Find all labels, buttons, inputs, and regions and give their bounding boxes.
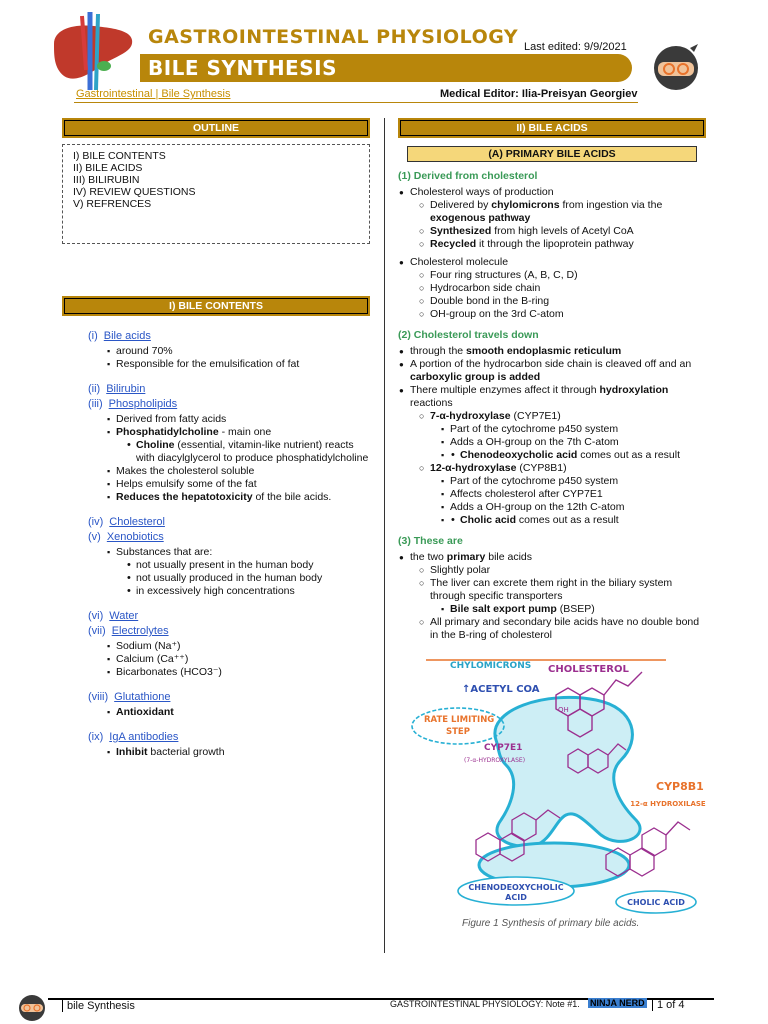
list-item: ○ Delivered by chylomicrons from ingestion via the exogenous pathway [418, 199, 706, 225]
label-chenodeoxycholic: CHENODEOXYCHOLIC [468, 883, 564, 892]
document-subtitle: BILE SYNTHESIS [148, 56, 337, 80]
list-item: ▪ around 70% [106, 345, 370, 358]
list-item: ▪ Bile salt export pump (BSEP) [440, 603, 706, 616]
header-divider [74, 102, 638, 103]
list-item: ○ All primary and secondary bile acids have no double bond in the B-ring of cholesterol [418, 616, 706, 642]
list-item: ▪ Part of the cytochrome p450 system [440, 423, 706, 436]
list-item: ○ Slightly polar [418, 564, 706, 577]
outline-box [62, 144, 370, 244]
outline-item[interactable]: III) BILIRUBIN [73, 174, 140, 186]
liver-logo-icon [46, 10, 136, 94]
label-cholesterol: CHOLESTEROL [548, 664, 629, 675]
phospholipids-list [106, 413, 370, 504]
list-item: ▪ Sodium (Na⁺) [106, 640, 370, 653]
list-item: ▪ Bicarbonates (HCO3⁻) [106, 666, 370, 679]
footer-note: GASTROINTESTINAL PHYSIOLOGY: Note #1. [390, 999, 580, 1009]
list-item: • ▪ Chenodeoxycholic acid comes out as a result [450, 449, 706, 462]
travels-list [398, 345, 706, 527]
label-rate-limiting: RATE LIMITING [424, 715, 495, 725]
list-item: ▪ Adds a OH-group on the 12th C-atom [440, 501, 706, 514]
glutathione-heading: (viii) Glutathione [88, 691, 171, 703]
list-item: ▪ Calcium (Ca⁺⁺) [106, 653, 370, 666]
primary-bile-acids-heading: (A) PRIMARY BILE ACIDS [407, 146, 697, 162]
list-item: ▪ Substances that are: • not usually present in the human body • not usually produced in the human body • in excessively high concentrations [106, 546, 370, 598]
list-item: ▪ Adds a OH-group on the 7th C-atom [440, 436, 706, 449]
list-item: ▪ Reduces the hepatotoxicity of the bile acids. [106, 491, 370, 504]
outline-item[interactable]: V) REFRENCES [73, 198, 152, 210]
list-item: ● Cholesterol molecule ○ Four ring structures (A, B, C, D) ○ Hydrocarbon side chain ○ Double bond in the B-ring ○ OH-group on the 3rd C-atom [398, 256, 706, 321]
list-item: ▪ Makes the cholesterol soluble [106, 465, 370, 478]
label-acetyl-coa: ↑ACETYL COA [462, 684, 540, 695]
list-item: ▪ Phosphatidylcholine - main one • Choline (essential, vitamin-like nutrient) reacts with diacylglycerol to produce phosphatidylcholine [106, 426, 370, 465]
footer-topic: bile Synthesis [62, 1000, 135, 1012]
phospholipids-heading: (iii) Phospholipids [88, 398, 178, 410]
label-cholic-acid: CHOLIC ACID [627, 898, 685, 907]
travels-heading: (2) Cholesterol travels down [398, 329, 539, 341]
outline-item[interactable]: II) BILE ACIDS [73, 162, 143, 174]
derived-list [398, 186, 706, 321]
bilirubin-heading: (ii) Bilirubin [88, 383, 146, 395]
bile-acid-synthesis-figure [406, 650, 706, 930]
these-are-list [398, 551, 706, 642]
list-item: ● A portion of the hydrocarbon side chain is cleaved off and an carboxylic group is added [398, 358, 706, 384]
list-item: ● There multiple enzymes affect it through hydroxylation reactions ○ 7-α-hydroxylase (CYP7E1) ▪ Part of the cytochrome p450 system ▪ Adds a OH-group on the 7th C-atom • ▪ Chenodeoxycholic acid comes out as a result ○ 12-α-hydroxylase (CYP8B1) ▪ Part of the cytochrome p450 system ▪ Affects cholesterol after CYP7E1 ▪ Adds a OH-group on the 12th C-atom • ▪ Cholic acid comes out as a result [398, 384, 706, 527]
list-item: ▪ Responsible for the emulsification of fat [106, 358, 370, 371]
list-item: ▪ Part of the cytochrome p450 system [440, 475, 706, 488]
figure-caption: Figure 1 Synthesis of primary bile acids. [462, 918, 640, 929]
outline-item[interactable]: I) BILE CONTENTS [73, 150, 166, 162]
rate-limiting-bubble [412, 708, 504, 744]
list-item: ○ Recycled it through the lipoprotein pathway [418, 238, 706, 251]
list-item: ○ 12-α-hydroxylase (CYP8B1) ▪ Part of the cytochrome p450 system ▪ Affects cholesterol after CYP7E1 ▪ Adds a OH-group on the 12th C-atom • ▪ Cholic acid comes out as a result [418, 462, 706, 527]
list-item: ○ Four ring structures (A, B, C, D) [418, 269, 706, 282]
last-edited: Last edited: 9/9/2021 [524, 41, 627, 53]
label-cyp7e1: CYP7E1 [484, 743, 523, 753]
cholesterol-heading: (iv) Cholesterol [88, 516, 165, 528]
label-step: STEP [446, 727, 470, 737]
list-item [440, 449, 706, 462]
derived-heading: (1) Derived from cholesterol [398, 170, 538, 182]
xenobiotics-heading: (v) Xenobiotics [88, 531, 164, 543]
outline-heading: OUTLINE [62, 118, 370, 138]
list-item [440, 514, 706, 527]
list-item: ○ Synthesized from high levels of Acetyl CoA [418, 225, 706, 238]
page-number: 1 of 4 [652, 999, 685, 1011]
list-item: ○ Double bond in the B-ring [418, 295, 706, 308]
label-chenodeoxycholic-acid: ACID [505, 893, 527, 902]
list-item: ● through the smooth endoplasmic reticulum [398, 345, 706, 358]
list-item: ● Cholesterol ways of production ○ Delivered by chylomicrons from ingestion via the exogenous pathway ○ Synthesized from high levels of Acetyl CoA ○ Recycled it through the lipoprotein pathway [398, 186, 706, 251]
document-title: GASTROINTESTINAL PHYSIOLOGY [148, 26, 519, 48]
label-cyp8b1-sub: 12-α HYDROXILASE [630, 800, 706, 808]
list-item: ○ The liver can excrete them right in the biliary system through specific transporters ▪ Bile salt export pump (BSEP) [418, 577, 706, 616]
list-item: ○ 7-α-hydroxylase (CYP7E1) ▪ Part of the cytochrome p450 system ▪ Adds a OH-group on the 7th C-atom • ▪ Chenodeoxycholic acid comes out as a result [418, 410, 706, 462]
footer-brand-logo: NINJA NERD [590, 998, 645, 1008]
list-item: • Choline (essential, vitamin-like nutrient) reacts with diacylglycerol to produce phosphatidylcholine [126, 439, 370, 465]
list-item: ▪ Helps emulsify some of the fat [106, 478, 370, 491]
these-are-heading: (3) These are [398, 535, 463, 547]
electrolytes-heading: (vii) Electrolytes [88, 625, 169, 637]
label-cyp8b1: CYP8B1 [656, 780, 704, 793]
list-item: ○ OH-group on the 3rd C-atom [418, 308, 706, 321]
water-heading: (vi) Water [88, 610, 139, 622]
list-item: ▪ Affects cholesterol after CYP7E1 [440, 488, 706, 501]
list-item: ▪ Derived from fatty acids [106, 413, 370, 426]
list-item: • ▪ Cholic acid comes out as a result [450, 514, 706, 527]
page-header [0, 0, 768, 110]
glutathione-list [106, 706, 370, 719]
iga-heading: (ix) IgA antibodies [88, 731, 179, 743]
label-cyp7e1-sub: (7-α-HYDROXYLASE) [464, 757, 526, 764]
list-item: ▪ Inhibit bacterial growth [106, 746, 370, 759]
label-chylomicrons: CHYLOMICRONS [450, 661, 532, 671]
bile-contents-heading: I) BILE CONTENTS [62, 296, 370, 316]
breadcrumb[interactable]: Gastrointestinal | Bile Synthesis [76, 88, 231, 100]
xenobiotics-list [106, 546, 370, 598]
list-item: • in excessively high concentrations [126, 585, 370, 598]
list-item: • not usually present in the human body [126, 559, 370, 572]
bile-acids-heading: (i) Bile acids [88, 330, 151, 342]
outline-item[interactable]: IV) REVIEW QUESTIONS [73, 186, 196, 198]
list-item: ▪ Antioxidant [106, 706, 370, 719]
bile-acids-section-heading: II) BILE ACIDS [398, 118, 706, 138]
right-column [398, 118, 706, 642]
bile-acids-list [106, 345, 370, 371]
iga-list [106, 746, 370, 759]
list-item: ○ Hydrocarbon side chain [418, 282, 706, 295]
electrolytes-list [106, 640, 370, 679]
label-oh: OH [558, 706, 569, 714]
list-item: • not usually produced in the human body [126, 572, 370, 585]
footer-ninja-icon [14, 990, 50, 1022]
medical-editor: Medical Editor: Ilia-Preisyan Georgiev [440, 88, 638, 100]
ninja-mascot-icon [650, 40, 702, 92]
list-item: ● the two primary bile acids ○ Slightly polar ○ The liver can excrete them right in the biliary system through specific transporters ▪ Bile salt export pump (BSEP) ○ All primary and secondary bile acids have no double bond in the B-ring of cholesterol [398, 551, 706, 642]
column-divider [384, 118, 385, 953]
left-column [62, 118, 370, 759]
